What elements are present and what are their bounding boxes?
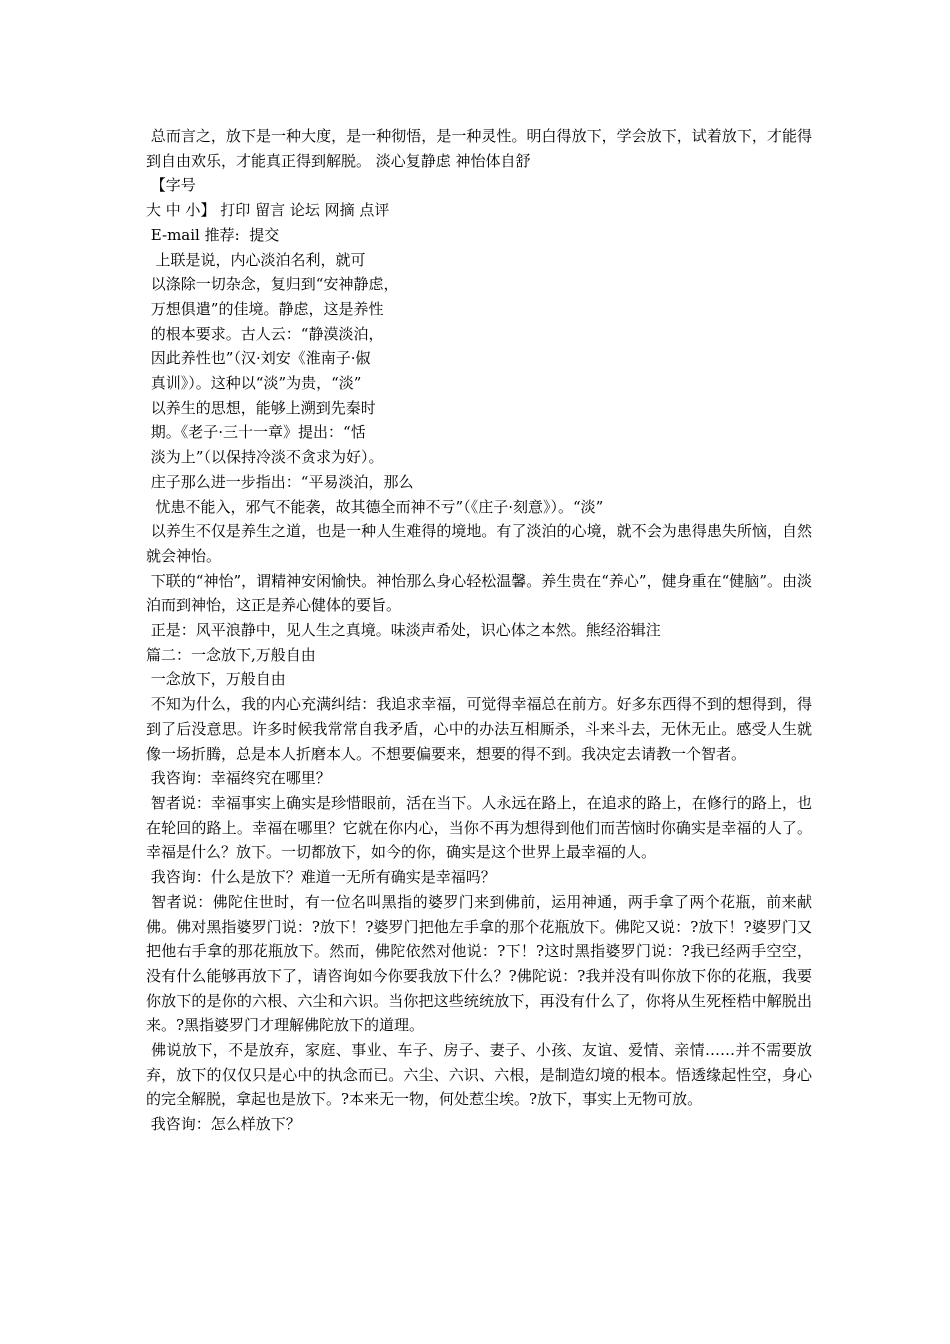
section-subtitle: 一念放下，万般自由 xyxy=(146,670,286,689)
body-paragraph: 我咨询：幸福终究在哪里？ xyxy=(146,769,331,788)
text-line: 真训》）。这种以“淡”为贵，“淡” xyxy=(146,374,362,393)
body-paragraph: 佛说放下，不是放弃，家庭、事业、车子、房子、妻子、小孩、友谊、爱情、亲情……并不需要放弃，放下的仅仅只是心中的执念而已。六尘、六识、六根，是制造幻境的根本。悟透缘起性空，身心的完全解脱，拿起也是放下。?本来无一物，何处惹尘埃。?放下，事实上无物可放。 xyxy=(146,1041,812,1109)
text-line: 万想俱遣”的佳境。静虑，这是养性 xyxy=(146,299,384,318)
toolbar-links: 大 中 小】 打印 留言 论坛 网摘 点评 xyxy=(146,201,390,220)
font-size-label: 【字号 xyxy=(146,176,196,195)
body-paragraph: 不知为什么，我的内心充满纠结：我追求幸福，可觉得幸福总在前方。好多东西得不到的想得到，得到了后没意思。许多时候我常常自我矛盾，心中的办法互相厮杀，斗来斗去，无休无止。感受人生就像一场折腾，总是本人折磨本人。不想要偏要来，想要的得不到。我决定去请教一个智者。 xyxy=(146,695,812,763)
email-recommend-line: E-mail 推荐: 提交 xyxy=(146,225,280,244)
closing-paragraph: 总而言之，放下是一种大度，是一种彻悟，是一种灵性。明白得放下，学会放下，试着放下，才能得到自由欢乐，才能真正得到解脱。 淡心复静虑 神怡体自舒 xyxy=(146,127,812,170)
section-heading: 篇二：一念放下,万般自由 xyxy=(146,645,316,664)
body-paragraph: 下联的“神怡”，谓精神安闲愉快。神怡那么身心轻松温馨。养生贵在“养心”，健身重在“健脑”。由淡泊而到神怡，这正是养心健体的要旨。 xyxy=(146,571,812,615)
text-line: 以养生的思想，能够上溯到先秦时 xyxy=(146,398,376,417)
body-paragraph: 以养生不仅是养生之道，也是一种人生难得的境地。有了淡泊的心境，就不会为患得患失所恼，自然就会神怡。 xyxy=(146,522,812,565)
text-line: 忧患不能入，邪气不能袭，故其德全而神不亏”（《庄子·刻意》）。“淡” xyxy=(146,497,604,516)
body-paragraph: 我咨询：什么是放下？难道一无所有确实是幸福吗？ xyxy=(146,868,496,887)
article-body xyxy=(146,124,812,1137)
text-line: 期。《老子·三十一章》提出：“恬 xyxy=(146,423,366,442)
text-line: 因此养性也”（汉·刘安《淮南子·俶 xyxy=(146,349,371,368)
body-paragraph: 智者说：幸福事实上确实是珍惜眼前，活在当下。人永远在路上，在追求的路上，在修行的路上，也在轮回的路上。幸福在哪里？它就在你内心，当你不再为想得到他们而苦恼时你确实是幸福的人了。幸福是什么？放下。一切都放下，如今的你，确实是这个世界上最幸福的人。 xyxy=(146,793,812,862)
text-line: 上联是说，内心淡泊名利，就可 xyxy=(146,250,366,269)
body-paragraph: 智者说：佛陀住世时，有一位名叫黑指的婆罗门来到佛前，运用神通，两手拿了两个花瓶，前来献佛。佛对黑指婆罗门说：?放下！?婆罗门把他左手拿的那个花瓶放下。佛陀又说：?放下！?婆罗门又把他右手拿的那花瓶放下。然而，佛陀依然对他说：?下！?这时黑指婆罗门说：?我已经两手空空，没有什么能够再放下了，请咨询如今你要我放下什么？?佛陀说：?我并没有叫你放下你的花瓶，我要你放下的是你的六根、六尘和六识。当你把这些统统放下，再没有什么了，你将从生死桎梏中解脱出来。?黑指婆罗门才理解佛陀放下的道理。 xyxy=(146,892,812,1035)
text-line: 淡为上”（以保持冷淡不贪求为好）。 xyxy=(146,448,384,467)
text-line: 以涤除一切杂念，复归到“安神静虑， xyxy=(146,275,399,294)
text-line: 庄子那么进一步指出：“平易淡泊，那么 xyxy=(146,472,414,491)
body-paragraph: 正是：风平浪静中，见人生之真境。味淡声希处，识心体之本然。熊经浴辑注 xyxy=(146,621,661,640)
body-paragraph: 我咨询：怎么样放下？ xyxy=(146,1115,301,1134)
text-line: 的根本要求。古人云：“静漠淡泊， xyxy=(146,324,384,343)
